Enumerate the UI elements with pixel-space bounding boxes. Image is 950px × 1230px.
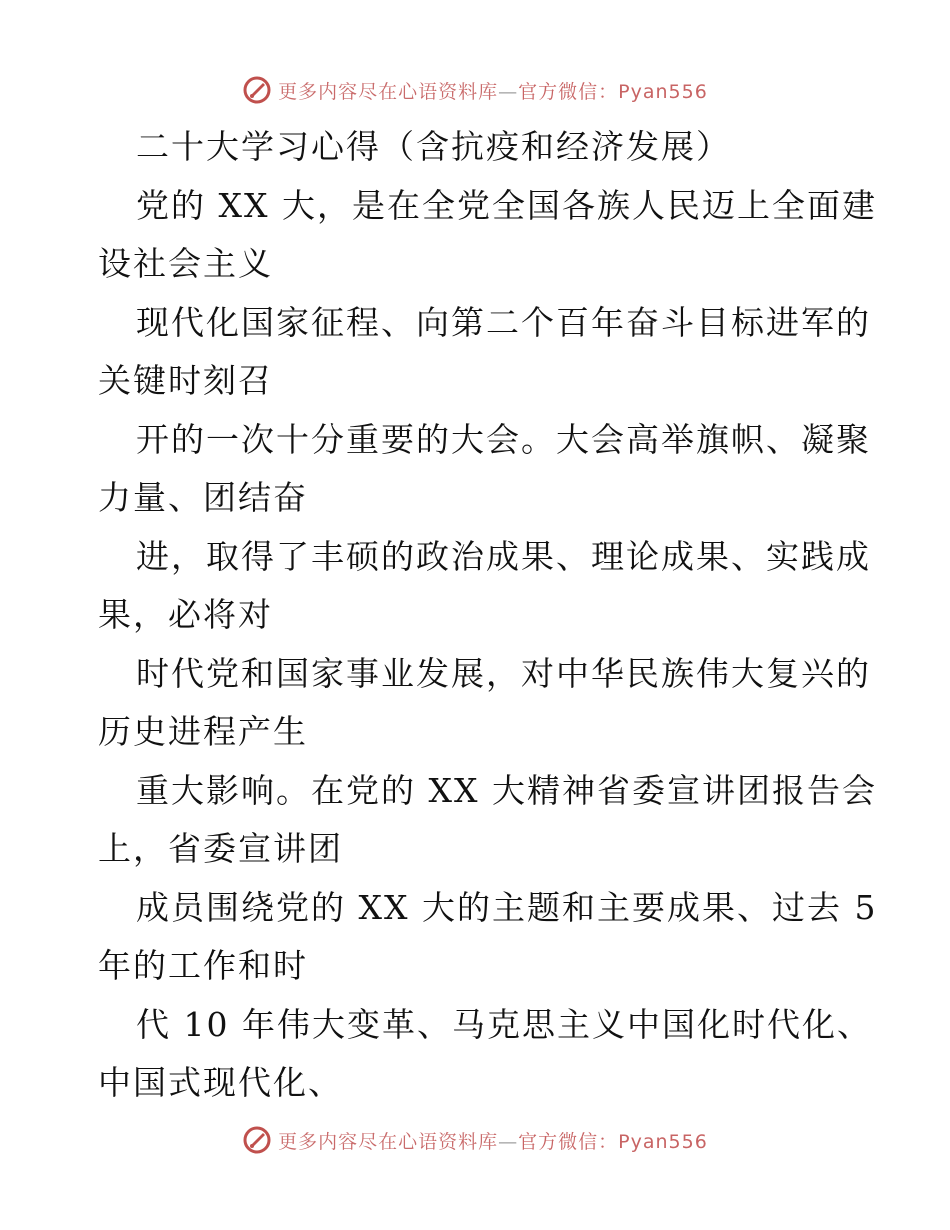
header-watermark (0, 70, 950, 110)
text-line: 历史进程产生 (98, 712, 308, 751)
text-line: 时代党和国家事业发展，对中华民族伟大复兴的 (136, 653, 871, 693)
logo-icon (242, 1125, 272, 1155)
document-body (98, 118, 878, 1113)
watermark-prefix: 更多内容尽在心语资料库 (278, 1130, 499, 1153)
watermark-suffix: 官方微信：Pyan556 (518, 1130, 708, 1153)
footer-watermark (0, 1120, 950, 1160)
document-title: 二十大学习心得（含抗疫和经济发展） (136, 127, 731, 166)
text-line: 开的一次十分重要的大会。大会高举旗帜、凝聚 (136, 419, 871, 459)
text-line: 果，必将对 (98, 595, 273, 634)
text-line: 上，省委宣讲团 (98, 829, 343, 868)
text-line: 设社会主义 (98, 244, 273, 283)
watermark-text (278, 1127, 708, 1154)
text-line: 关键时刻召 (98, 361, 273, 400)
text-line: 成员围绕党的 XX 大的主题和主要成果、过去 5 (136, 887, 878, 927)
watermark-text (278, 77, 708, 104)
logo-icon (242, 75, 272, 105)
text-line: 年的工作和时 (98, 946, 308, 985)
text-line: 力量、团结奋 (98, 478, 308, 517)
watermark-prefix: 更多内容尽在心语资料库 (278, 80, 499, 103)
watermark-separator: — (498, 80, 519, 103)
text-line: 代 10 年伟大变革、马克思主义中国化时代化、 (136, 1004, 872, 1044)
text-line: 现代化国家征程、向第二个百年奋斗目标进军的 (136, 302, 871, 342)
text-line: 进，取得了丰硕的政治成果、理论成果、实践成 (136, 536, 871, 576)
text-line: 重大影响。在党的 XX 大精神省委宣讲团报告会 (136, 770, 877, 810)
text-line: 党的 XX 大，是在全党全国各族人民迈上全面建 (136, 185, 877, 225)
watermark-suffix: 官方微信：Pyan556 (518, 80, 708, 103)
watermark-separator: — (498, 1130, 519, 1153)
text-line: 中国式现代化、 (98, 1063, 343, 1102)
